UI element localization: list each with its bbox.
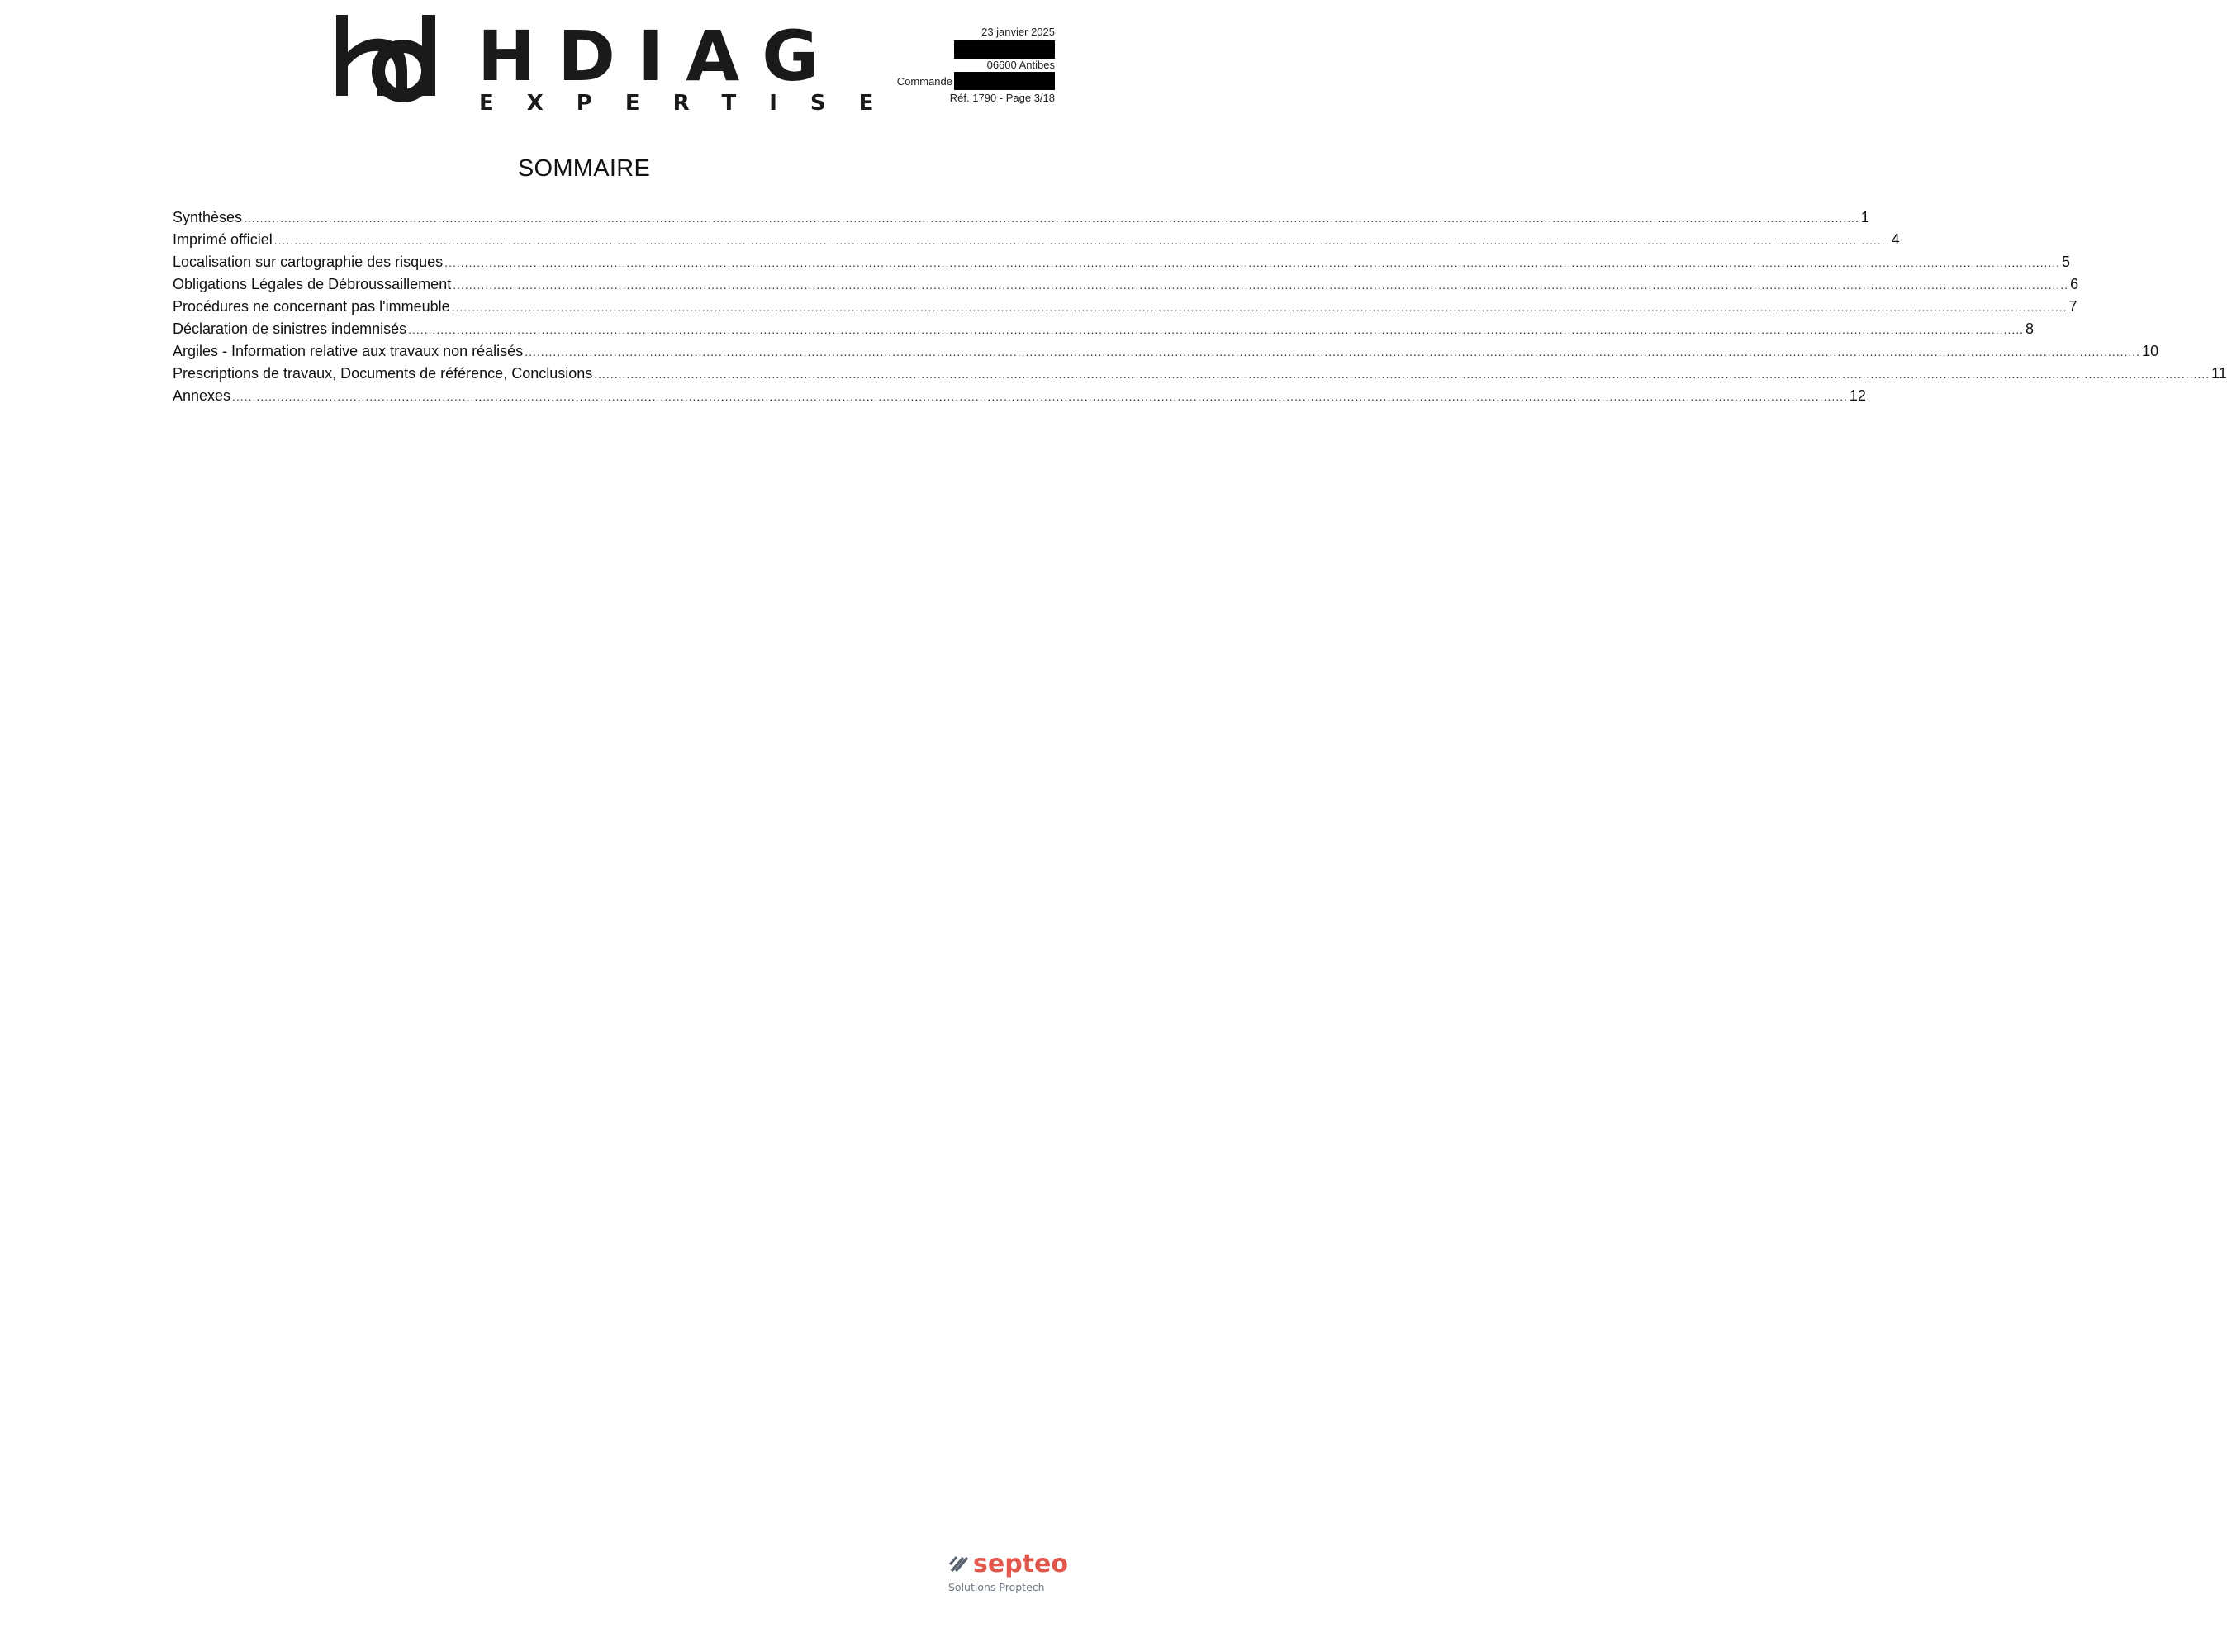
document-city: 06600 Antibes (986, 59, 1055, 71)
toc-entry-page: 4 (1891, 231, 1900, 248)
table-of-contents (173, 206, 2227, 407)
document-reference: Réf. 1790 - Page 3/18 (949, 92, 1055, 104)
toc-entry-page: 8 (2025, 320, 2035, 337)
toc-entry[interactable] (173, 206, 1869, 229)
redacted-block (954, 40, 1055, 59)
page-title: SOMMAIRE (517, 155, 651, 182)
toc-entry-label: Procédures ne concernant pas l'immeuble (173, 298, 450, 315)
toc-entry-page: 11 (2211, 365, 2227, 382)
commande-label: Commande (896, 75, 952, 88)
toc-entry[interactable] (173, 273, 2079, 296)
toc-entry-page: 1 (1860, 209, 1869, 225)
toc-entry-label: Obligations Légales de Débroussaillement (173, 276, 452, 292)
toc-entry[interactable] (173, 251, 2071, 273)
hd-logo-icon (325, 15, 449, 106)
toc-entry-page: 6 (2070, 276, 2079, 292)
toc-entry-label: Argiles - Information relative aux travaux non réalisés (173, 343, 524, 359)
toc-leader-dots: ................................................................................................................................................................................................................................................................................................................................................................................................................ (408, 323, 2024, 336)
brand-subtitle: EXPERTISE (479, 91, 907, 116)
brand-title: HDIAG (477, 16, 842, 97)
toc-entry-label: Localisation sur cartographie des risques (173, 254, 444, 270)
toc-entry[interactable] (173, 340, 2159, 363)
toc-entry[interactable] (173, 318, 2035, 340)
toc-entry-page: 12 (1849, 387, 1866, 404)
toc-entry-label: Synthèses (173, 209, 243, 225)
toc-leader-dots: ................................................................................................................................................................................................................................................................................................................................................................................................................ (594, 368, 2210, 381)
toc-leader-dots: ................................................................................................................................................................................................................................................................................................................................................................................................................ (525, 345, 2141, 358)
toc-entry-label: Prescriptions de travaux, Documents de référence, Conclusions (173, 365, 593, 382)
septeo-mark-icon (948, 1553, 970, 1574)
redacted-block (954, 72, 1055, 90)
toc-entry-label: Déclaration de sinistres indemnisés (173, 320, 407, 337)
document-date: 23 janvier 2025 (981, 26, 1055, 38)
toc-leader-dots: ................................................................................................................................................................................................................................................................................................................................................................................................................ (451, 301, 2068, 314)
septeo-brand: septeo (973, 1550, 1068, 1578)
toc-leader-dots: ................................................................................................................................................................................................................................................................................................................................................................................................................ (244, 211, 1859, 225)
company-logo (325, 15, 907, 116)
toc-leader-dots: ................................................................................................................................................................................................................................................................................................................................................................................................................ (273, 234, 1890, 247)
toc-entry-label: Annexes (173, 387, 231, 404)
toc-entry[interactable] (173, 229, 1900, 251)
toc-leader-dots: ................................................................................................................................................................................................................................................................................................................................................................................................................ (232, 390, 1848, 403)
toc-entry[interactable] (173, 296, 2077, 318)
septeo-logo (948, 1550, 1068, 1601)
toc-entry-page: 10 (2142, 343, 2159, 359)
toc-leader-dots: ................................................................................................................................................................................................................................................................................................................................................................................................................ (444, 256, 2061, 269)
septeo-tagline: Solutions Proptech (948, 1581, 1045, 1593)
toc-entry[interactable] (173, 363, 2227, 385)
toc-entry-label: Imprimé officiel (173, 231, 273, 248)
toc-leader-dots: ................................................................................................................................................................................................................................................................................................................................................................................................................ (453, 278, 2069, 292)
toc-entry-page: 5 (2062, 254, 2071, 270)
toc-entry[interactable] (173, 385, 1866, 407)
toc-entry-page: 7 (2068, 298, 2077, 315)
